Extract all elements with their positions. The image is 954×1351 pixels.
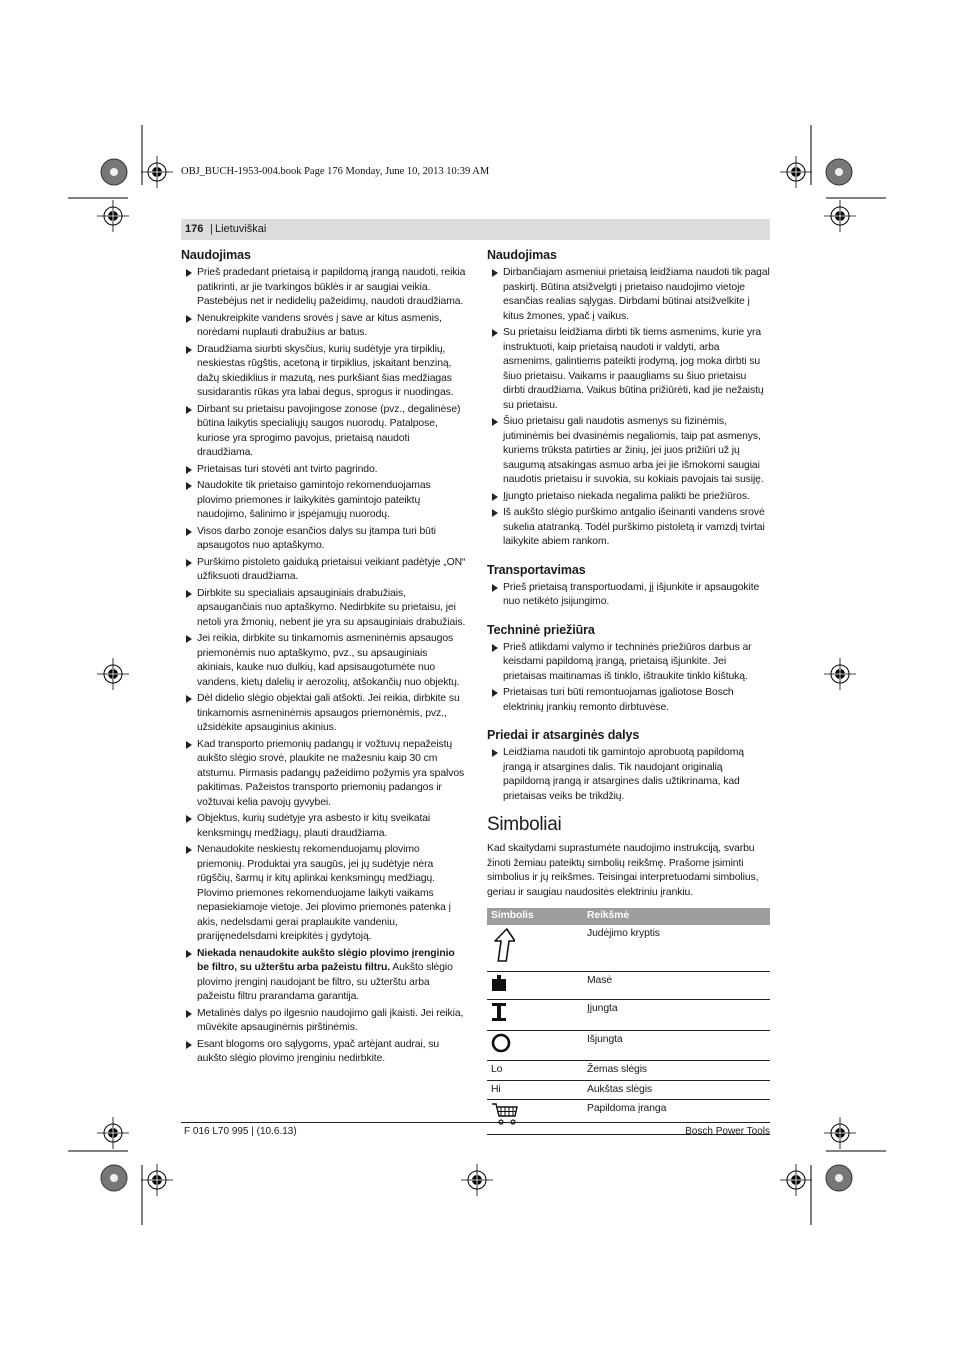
section-heading-maintenance: Techninė priežiūra bbox=[487, 622, 595, 637]
meaning-cell: Papildoma įranga bbox=[583, 1100, 770, 1135]
list-item bbox=[181, 266, 466, 310]
left-bullet-list bbox=[181, 266, 466, 945]
bullet-triangle-icon bbox=[186, 741, 192, 749]
accessories-bullet-list bbox=[487, 746, 770, 804]
bullet-triangle-icon bbox=[492, 269, 498, 277]
list-item bbox=[181, 525, 466, 554]
symbol-cell: Lo bbox=[487, 1061, 583, 1081]
page-number: 176 bbox=[185, 223, 204, 235]
right-column bbox=[487, 247, 770, 1135]
direction-arrow-icon bbox=[491, 927, 515, 963]
left-bullet-list-after bbox=[181, 1007, 466, 1067]
list-item-text: Prieš prietaisą transportuodami, jį išjunkite ir apsaugokite nuo netikėto įsijungimo. bbox=[503, 581, 760, 607]
bullet-triangle-icon bbox=[186, 695, 192, 703]
list-item-text: Dirbkite su specialiais apsauginiais drabužiais, apsaugančiais nuo aptaškymo. Nedirbkite su prietaisu, jei netoli yra žmonių, nebent jie yra su apsauginiais drabužiais. bbox=[197, 587, 466, 628]
symbol-cell bbox=[487, 971, 583, 1000]
left-column bbox=[181, 247, 466, 1069]
list-item bbox=[487, 490, 770, 505]
list-item bbox=[487, 581, 770, 610]
list-item-text: Su prietaisu leidžiama dirbti tik tiems asmenims, kurie yra instruktuoti, kaip prietaisą naudoti ir valdyti, arba asmenims, galintiems pateikti įrodymą, jog moka dirbti su šiuo prietaisu. Vaikams ir paaugliams su šiuo prietaisu dirbti draudžiama. Vaikus būtina prižiūrėti, kad jie nežaistų su prietaisu. bbox=[503, 327, 764, 411]
bullet-triangle-icon bbox=[492, 749, 498, 757]
list-item-text: Nenaudokite neskiestų rekomenduojamų plovimo priemonių. Produktai yra saugūs, jei jų sudėtyje nėra rūgščių, šarmų ir kitų aplinkai kenksmingų medžiagų. Plovimo priemones rekomenduojame laikyti vaikams nepasiekiamoje vietoje. Jei plovimo priemonės patenka į akis, nedelsdami gerai praplaukite vandeniu, prarijęnedelsdami kreipkitės į gydytoją. bbox=[197, 844, 451, 942]
section-heading-symbols: Simboliai bbox=[487, 814, 562, 835]
meaning-cell: Išjungta bbox=[583, 1030, 770, 1061]
section-heading-usage-left: Naudojimas bbox=[181, 248, 251, 262]
symbols-table bbox=[487, 908, 770, 1135]
list-item bbox=[487, 266, 770, 324]
list-item bbox=[181, 587, 466, 631]
list-item bbox=[487, 746, 770, 804]
meaning-cell: Judėjimo kryptis bbox=[583, 925, 770, 971]
list-item-text: Metalinės dalys po ilgesnio naudojimo gali įkaisti. Jei reikia, mūvėkite apsauginėmis pirštinėmis. bbox=[197, 1007, 464, 1033]
bullet-triangle-icon bbox=[492, 584, 498, 592]
table-row bbox=[487, 1000, 770, 1031]
list-item bbox=[181, 812, 466, 841]
meaning-cell: Aukštas slėgis bbox=[583, 1080, 770, 1100]
bullet-triangle-icon bbox=[186, 406, 192, 414]
list-item bbox=[181, 463, 466, 478]
list-item-text: Įjungto prietaiso niekada negalima palikti be priežiūros. bbox=[503, 490, 750, 502]
bullet-triangle-icon bbox=[186, 815, 192, 823]
list-item-text: Prieš atlikdami valymo ir techninės priežiūros darbus ar keisdami papildomą įrangą, prietaisą išjunkite. Jei prietaisas maitinamas iš tinklo, ištraukite tinklo kištuką. bbox=[503, 641, 752, 682]
maintenance-bullet-list bbox=[487, 641, 770, 716]
weight-icon bbox=[491, 974, 507, 992]
list-item bbox=[487, 415, 770, 488]
symbol-cell bbox=[487, 1030, 583, 1061]
footer-doc-number: F 016 L70 995 | (10.6.13) bbox=[184, 1126, 297, 1137]
list-item bbox=[181, 632, 466, 690]
symbols-intro: Kad skaitydami suprastumėte naudojimo instrukciją, svarbu žinoti žemiau pateiktų simbolių reikšmę. Prašome įsiminti simbolius ir jų reikšmes. Teisingai interpretuodami simbolius, geriau ir saugiau naudositės elektriniu įrankiu. bbox=[487, 843, 759, 898]
symbol-cell bbox=[487, 1100, 583, 1135]
col-meaning: Reikšmė bbox=[583, 908, 770, 925]
list-item bbox=[181, 843, 466, 945]
bullet-triangle-icon bbox=[492, 493, 498, 501]
col-symbol: Simbolis bbox=[487, 908, 583, 925]
footer-divider bbox=[181, 1122, 770, 1123]
bullet-triangle-icon bbox=[186, 315, 192, 323]
list-item bbox=[181, 403, 466, 461]
print-line: OBJ_BUCH-1953-004.book Page 176 Monday, June 10, 2013 10:39 AM bbox=[181, 166, 490, 177]
transport-bullet-list bbox=[487, 581, 770, 610]
symbol-cell bbox=[487, 925, 583, 971]
list-item-text: Esant blogoms oro sąlygoms, ypač artėjant audrai, su aukšto slėgio plovimo įrenginiu nedirbkite. bbox=[197, 1038, 439, 1064]
list-item-text: Nenukreipkite vandens srovės į save ar kitus asmenis, norėdami nuplauti drabužius ar batus. bbox=[197, 312, 442, 338]
list-item bbox=[181, 692, 466, 736]
symbols-table-header bbox=[487, 908, 770, 925]
page-header bbox=[181, 219, 770, 240]
bullet-triangle-icon bbox=[186, 269, 192, 277]
left-bold-item-list bbox=[181, 947, 466, 1005]
table-row bbox=[487, 1080, 770, 1100]
table-row bbox=[487, 971, 770, 1000]
bullet-triangle-icon bbox=[186, 950, 192, 958]
list-item bbox=[487, 641, 770, 685]
symbol-cell bbox=[487, 1000, 583, 1031]
bullet-triangle-icon bbox=[186, 590, 192, 598]
list-item bbox=[181, 479, 466, 523]
bullet-triangle-icon bbox=[186, 846, 192, 854]
list-item-text: Draudžiama siurbti skysčius, kurių sudėtyje yra tirpiklių, neskiestas rūgštis, acetoną ir tirpiklius, įskaitant benziną, dažų skiediklius ir mazutą, nes purkšiant šias medžiagas susidarantis rūkas yra labai degus, sprogus ir nuodingas. bbox=[197, 343, 454, 398]
list-item bbox=[181, 1038, 466, 1067]
list-item-text: Dirbant su prietaisu pavojingose zonose (pvz., degalinėse) būtina laikytis specialiųjų saugos nuorodų. Patalpose, kuriose yra sprogimo pavojus, prietaisą naudoti draudžiama. bbox=[197, 403, 461, 458]
table-row bbox=[487, 1061, 770, 1081]
header-separator: | bbox=[210, 223, 213, 235]
meaning-cell: Įjungta bbox=[583, 1000, 770, 1031]
list-item bbox=[487, 506, 770, 550]
list-item-text: Prietaisas turi stovėti ant tvirto pagrindo. bbox=[197, 463, 378, 475]
list-item bbox=[181, 1007, 466, 1036]
list-item-text: Naudokite tik prietaiso gamintojo rekomenduojamas plovimo priemones ir laikykitės gamintojo pateiktų naudojimo, šalinimo ir įspėjamųjų nuorodų. bbox=[197, 480, 431, 520]
list-item-text: Šiuo prietaisu gali naudotis asmenys su fizinėmis, jutiminėmis bei dvasinėmis negaliomis, taip pat asmenys, kuriems trūksta patirties ar žinių, jei juos prižiūri už jų saugumą atsakingas asmuo arba jei jie išmokomi saugiai naudotis prietaisu ir suvokia, su kokiais pavojais tai susiję. bbox=[503, 416, 764, 485]
list-item-text: Dirbančiajam asmeniui prietaisą leidžiama naudoti tik pagal paskirtį. Būtina atsižvelgti į prietaiso naudojimo vietoje esančias realias sąlygas. Dirbdami būtinai atsižvelkite į kitus žmones, ypač į vaikus. bbox=[503, 267, 770, 322]
bullet-triangle-icon bbox=[492, 329, 498, 337]
list-item-text: Prietaisas turi būti remontuojamas įgaliotose Bosch elektrinių įrankių remonto dirbtuvėse. bbox=[503, 687, 734, 713]
bullet-triangle-icon bbox=[492, 644, 498, 652]
symbol-cell: Hi bbox=[487, 1080, 583, 1100]
list-item-bold bbox=[181, 947, 466, 1005]
bullet-triangle-icon bbox=[492, 509, 498, 517]
meaning-cell: Žemas slėgis bbox=[583, 1061, 770, 1081]
list-item-text: Leidžiama naudoti tik gamintojo aprobuotą papildomą įrangą ir atsargines dalis. Tik naudojant originalią papildomą įrangą ir atsargines dalis užtikrinama, kad prietaisas veiks be trikdžių. bbox=[503, 747, 744, 802]
bullet-triangle-icon bbox=[186, 635, 192, 643]
list-item-text: Jei reikia, dirbkite su tinkamomis asmeninėmis apsaugos priemonėmis nuo aptaškymo, pvz., su apsauginiais akiniais, kauke nuo dulkių, kad apsisaugotumėte nuo vandens, kietų dalelių ir aerozolių, atšokančių nuo objektų. bbox=[197, 633, 460, 688]
list-item-text: Kad transporto priemonių padangų ir vožtuvų nepažeistų aukšto slėgio srovė, plaukite ne mažesniu kaip 30 cm atstumu. Pirmasis padangų pažeidimo požymis yra spalvos pakitimas. Pažeistos transporto priemonių padangos ir vožtuvai kelia pavojų gyvybei. bbox=[197, 738, 465, 808]
list-item bbox=[181, 312, 466, 341]
list-item-text: Objektus, kurių sudėtyje yra asbesto ir kitų sveikatai kenksmingų medžiagų, plauti draudžiama. bbox=[197, 813, 431, 839]
list-item-text: Visos darbo zonoje esančios dalys su įtampa turi būti apsaugotos nuo aptaškymo. bbox=[197, 525, 436, 551]
bullet-triangle-icon bbox=[186, 559, 192, 567]
list-item bbox=[487, 686, 770, 715]
table-row bbox=[487, 1030, 770, 1061]
list-item bbox=[181, 738, 466, 811]
section-heading-transport: Transportavimas bbox=[487, 562, 586, 577]
bullet-triangle-icon bbox=[492, 689, 498, 697]
bullet-triangle-icon bbox=[186, 482, 192, 490]
bullet-triangle-icon bbox=[186, 528, 192, 536]
section-heading-accessories: Priedai ir atsarginės dalys bbox=[487, 728, 640, 742]
power-off-icon bbox=[491, 1033, 511, 1053]
list-item bbox=[181, 343, 466, 401]
table-row bbox=[487, 925, 770, 971]
bullet-triangle-icon bbox=[186, 1010, 192, 1018]
header-language: Lietuviškai bbox=[215, 223, 267, 235]
list-item-text: Dėl didelio slėgio objektai gali atšokti. Jei reikia, dirbkite su tinkamomis asmeninėmis apsaugos priemonėmis, pvz., užsidėkite apsauginius akinius. bbox=[197, 693, 460, 733]
section-heading-usage-right: Naudojimas bbox=[487, 248, 557, 262]
list-item bbox=[487, 326, 770, 413]
power-on-icon bbox=[491, 1002, 507, 1022]
list-item-text: Purškimo pistoleto gaiduką prietaisui veikiant padėtyje „ON“ užfiksuoti draudžiama. bbox=[197, 556, 466, 582]
bullet-triangle-icon bbox=[186, 346, 192, 354]
bold-warning: Niekada nenaudokite aukšto slėgio plovimo įrenginio be filtro, su užterštu arba pažeistu filtru. bbox=[197, 947, 455, 973]
bullet-triangle-icon bbox=[492, 418, 498, 426]
meaning-cell: Masė bbox=[583, 971, 770, 1000]
list-item-text: Iš aukšto slėgio purškimo antgalio išeinanti vandens srovė sukelia atatranką. Todėl purškimo pistoletą ir vamzdį tvirtai laikykite abiem rankom. bbox=[503, 507, 765, 547]
bold-warning-rest: Aukšto slėgio plovimo įrenginį naudojant be filtro, su užterštu arba pažeistu filtru prarandama garantija. bbox=[197, 962, 453, 1002]
list-item-text: Prieš pradedant prietaisą ir papildomą įrangą naudoti, reikia patikrinti, ar jie tvarkingos būklės ir ar saugiai veikia. Pastebėjus net ir nedidelių pažeidimų, naudoti draudžiama. bbox=[197, 267, 466, 307]
list-item bbox=[181, 556, 466, 585]
usage-bullet-list bbox=[487, 266, 770, 550]
bullet-triangle-icon bbox=[186, 1041, 192, 1049]
footer-brand: Bosch Power Tools bbox=[685, 1126, 770, 1137]
bullet-triangle-icon bbox=[186, 466, 192, 474]
